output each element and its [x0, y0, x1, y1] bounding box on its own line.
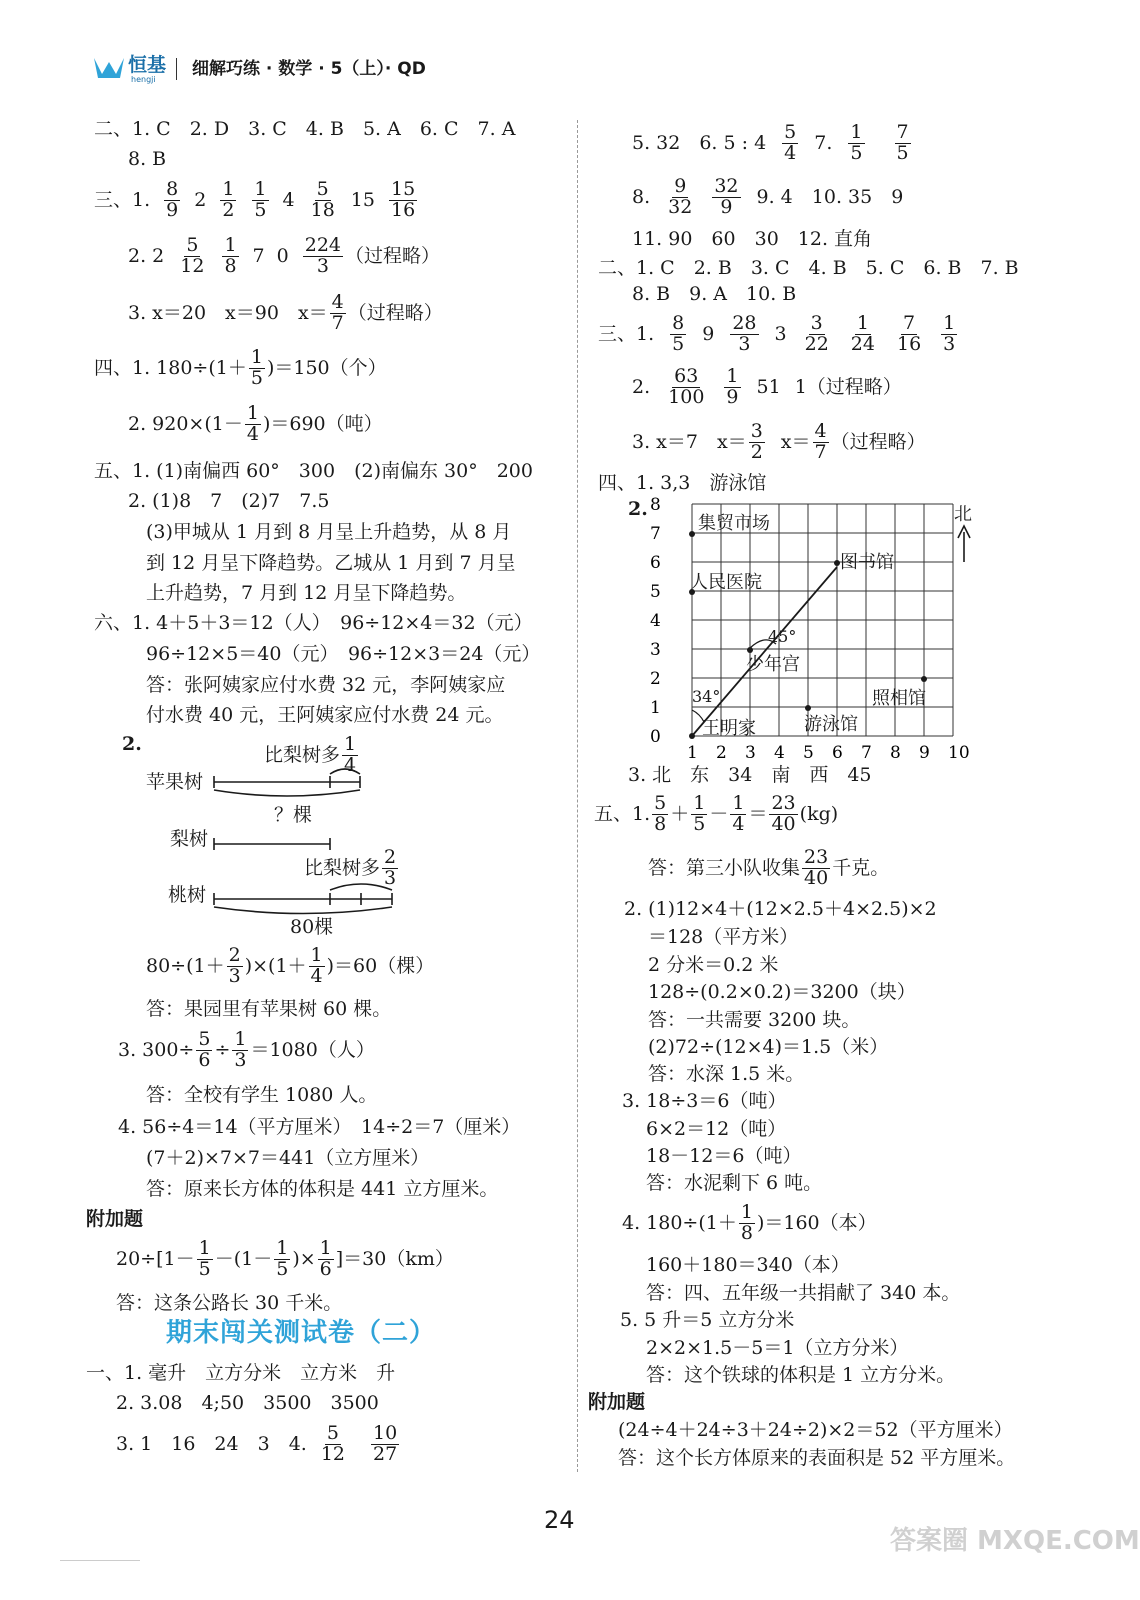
answer-line: 答：水泥剩下 6 吨。 [646, 1172, 823, 1194]
point-market [689, 531, 695, 537]
brand-sub: hengji [131, 75, 156, 84]
item-text: )＝690（吨） [262, 412, 383, 435]
value: 7 [252, 244, 265, 267]
fraction: $\frac{1}{24}$ [850, 312, 875, 355]
answer-line: 4. 56÷4＝14（平方厘米） 14÷2＝7（厘米） [118, 1116, 521, 1138]
answer-line: 六、1. 4＋5＋3＝12（人） 96÷12×4＝32（元） [94, 612, 533, 634]
diagram-question: ？棵 [274, 804, 313, 826]
fraction: $\frac{1}{2}$ [222, 178, 235, 221]
item-label: 三、1. [94, 188, 151, 211]
answer-line: 96÷12×5＝40（元） 96÷12×3＝24（元） [146, 643, 541, 665]
fraction: $\frac{4}{7}$ [814, 420, 827, 463]
answer-line: 11. 90 60 30 12. 直角 [632, 228, 873, 250]
answer-line [594, 794, 838, 835]
answer-line: 答：全校有学生 1080 人。 [146, 1084, 378, 1106]
fraction: $\frac{1}{5}$ [198, 1237, 211, 1280]
answer-line: 2 分米＝0.2 米 [648, 954, 779, 976]
item-text: 20÷[1－ [116, 1247, 195, 1270]
bonus-heading: 附加题 [86, 1208, 144, 1230]
label-market: 集贸市场 [698, 513, 770, 534]
item-text: ÷ [214, 1038, 231, 1061]
diagram-peach: 桃树 [168, 884, 207, 906]
point-photo [921, 676, 927, 682]
label-pool: 游泳馆 [804, 714, 858, 735]
answer-line: 到 12 月呈下降趋势。乙城从 1 月到 7 月呈 [146, 552, 516, 574]
diagram-apple: 苹果树 [146, 771, 204, 793]
answer-line [632, 367, 902, 408]
answer-line: 8. B [128, 148, 167, 170]
item-text: 4. 180÷(1＋ [622, 1211, 737, 1234]
x-tick-label: 9 [919, 743, 930, 763]
y-tick-label: 7 [650, 524, 661, 544]
answer-line [94, 348, 387, 389]
grid-map [640, 496, 985, 766]
y-axis-ticks [650, 495, 661, 747]
answer-line: 2×2×1.5－5＝1（立方分米） [646, 1337, 909, 1359]
answer-line: 二、1. C 2. B 3. C 4. B 5. C 6. B 7. B [598, 257, 1019, 279]
item-label: 五、1. [594, 802, 651, 825]
answer-line: 二、1. C 2. D 3. C 4. B 5. A 6. C 7. A [94, 118, 516, 140]
label-34: 34° [692, 687, 721, 706]
answer-line [648, 848, 889, 889]
answer-line: 一、1. 毫升 立方分米 立方米 升 [86, 1362, 396, 1384]
answer-line: 答：这个长方体原来的表面积是 52 平方厘米。 [618, 1447, 1016, 1469]
fraction: $\frac{2}{3}$ [228, 944, 241, 987]
answer-line [622, 1203, 877, 1244]
x-tick-label: 6 [832, 743, 843, 763]
item-text: 3. x＝7 x＝ [632, 430, 747, 453]
label-wang: 王明家 [702, 718, 756, 739]
fraction: $\frac{1}{6}$ [319, 1237, 332, 1280]
fraction: $\frac{7}{5}$ [896, 121, 909, 164]
diagram-lines [210, 760, 410, 930]
fraction: $\frac{1}{5}$ [276, 1237, 289, 1280]
answer-line: 8. B 9. A 10. B [632, 283, 797, 305]
answer-line: 2. 3.08 4;50 3500 3500 [116, 1392, 379, 1414]
page-number: 24 [544, 1506, 575, 1534]
north-arrow-icon [958, 526, 970, 562]
unit: (kg) [799, 802, 839, 825]
item-label: 三、1. [598, 322, 655, 345]
operator: ＝ [748, 802, 768, 825]
fraction: $\frac{3}{2}$ [750, 420, 763, 463]
y-tick-label: 3 [650, 640, 661, 660]
fraction: $\frac{5}{18}$ [310, 178, 335, 221]
fraction: $\frac{5}{12}$ [320, 1422, 346, 1465]
note: （过程略） [345, 244, 441, 267]
x-tick-label: 1 [687, 743, 698, 763]
exam-title: 期末闯关测试卷（二） [166, 1318, 437, 1348]
answer-line [118, 1030, 375, 1071]
answer-line: 答：张阿姨家应付水费 32 元，李阿姨家应 [146, 674, 506, 696]
fraction: $\frac{10}{27}$ [373, 1422, 398, 1465]
item-label: 2. [632, 375, 651, 398]
x-tick-label: 8 [890, 743, 901, 763]
value: 15 [350, 188, 375, 211]
fraction: $\frac{1}{4}$ [246, 402, 259, 445]
fraction: $\frac{5}{12}$ [180, 234, 205, 277]
answer-line: 答：原来长方体的体积是 441 立方厘米。 [146, 1178, 499, 1200]
value: 51 [756, 375, 781, 398]
brand-logo-icon [92, 52, 126, 82]
fraction: $\frac{23}{40}$ [771, 792, 796, 835]
item-text: －(1－ [214, 1247, 273, 1270]
item-label: 2. [628, 498, 648, 520]
item-text: 3. 1 16 24 3 4. [116, 1432, 307, 1455]
item-text: ＝1080（人） [250, 1038, 375, 1061]
item-text: 80÷(1＋ [146, 954, 225, 977]
fraction: $\frac{224}{3}$ [304, 234, 341, 277]
item-label: 8. [632, 185, 651, 208]
fraction: $\frac{63}{100}$ [668, 365, 705, 408]
fraction: $\frac{1}{4}$ [732, 792, 745, 835]
fraction: $\frac{1}{5}$ [850, 121, 863, 164]
fraction: $\frac{5}{4}$ [784, 121, 797, 164]
fraction: $\frac{4}{7}$ [331, 291, 344, 334]
fraction: $\frac{28}{3}$ [732, 312, 757, 355]
answer-line: (2)72÷(12×4)＝1.5（米） [648, 1036, 889, 1058]
y-tick-label: 4 [650, 611, 661, 631]
fraction: $\frac{2}{3}$ [384, 846, 397, 889]
x-tick-label: 10 [948, 743, 970, 763]
operator: ＋ [670, 802, 690, 825]
label-45: 45° [768, 627, 797, 646]
fraction: $\frac{1}{8}$ [740, 1201, 753, 1244]
item-text: 3. x＝20 x＝90 x＝ [128, 301, 328, 324]
label-library: 图书馆 [840, 552, 894, 573]
fraction: $\frac{1}{5}$ [250, 346, 263, 389]
fraction: $\frac{1}{8}$ [224, 234, 237, 277]
operator: － [709, 802, 729, 825]
y-tick-label: 2 [650, 669, 661, 689]
answer-line [128, 404, 383, 445]
fraction: $\frac{8}{9}$ [166, 178, 179, 221]
fraction: $\frac{32}{9}$ [714, 175, 739, 218]
item-text: )＝150（个） [266, 356, 387, 379]
fraction: $\frac{3}{22}$ [804, 312, 829, 355]
y-tick-label: 6 [650, 553, 661, 573]
answer-line: 2. (1)8 7 (2)7 7.5 [128, 490, 330, 512]
fraction: $\frac{7}{16}$ [896, 312, 922, 355]
fraction: $\frac{1}{3}$ [943, 312, 956, 355]
item-label: 2. 2 [128, 244, 165, 267]
x-tick-label: 7 [861, 743, 872, 763]
watermark: 答案圈 MXQE.COM [890, 1526, 1140, 1556]
answer-line: 答：水深 1.5 米。 [648, 1063, 805, 1085]
header-divider [176, 58, 177, 80]
x-tick-label: 4 [774, 743, 785, 763]
answer-line: 四、1. 3,3 游泳馆 [598, 472, 767, 494]
fraction: $\frac{1}{4}$ [310, 944, 323, 987]
fraction: $\frac{1}{4}$ [344, 733, 357, 776]
answer-line [116, 1239, 454, 1280]
answer-line: 答：一共需要 3200 块。 [648, 1009, 861, 1031]
item-text: 2. 920×(1－ [128, 412, 243, 435]
answer-line [94, 180, 419, 221]
y-tick-label: 8 [650, 495, 661, 515]
answer-line: 18－12＝6（吨） [646, 1145, 802, 1167]
answer-line: 付水费 40 元，王阿姨家应付水费 24 元。 [146, 704, 504, 726]
fraction: $\frac{5}{8}$ [654, 792, 667, 835]
item-text: x＝ [780, 430, 811, 453]
answer-line: (7＋2)×7×7＝441（立方厘米） [146, 1147, 430, 1169]
answer-line: (24÷4＋24÷3＋24÷2)×2＝52（平方厘米） [618, 1419, 1013, 1441]
answer-line: 6×2＝12（吨） [646, 1118, 787, 1140]
answer-line: 2. (1)12×4＋(12×2.5＋4×2.5)×2 [624, 898, 937, 920]
item-label: 2. [122, 733, 142, 755]
fraction: $\frac{1}{9}$ [726, 365, 739, 408]
value: 4 [282, 188, 295, 211]
north-label: 北 [954, 504, 972, 525]
brand-name: 恒基 [128, 54, 167, 76]
item-text: 5. 32 6. 5 : 4 [632, 131, 767, 154]
diagram-total: 80棵 [290, 916, 334, 938]
item-text: ]＝30（km） [335, 1247, 454, 1270]
item-text: 9. 4 10. 35 9 [756, 185, 904, 208]
column-divider [577, 120, 578, 1472]
answer-line: 答：这个铁球的体积是 1 立方分米。 [646, 1364, 956, 1386]
item-text: )＝160（本） [756, 1211, 877, 1234]
diagram-pear: 梨树 [170, 828, 209, 850]
value: 0 [276, 244, 289, 267]
x-tick-label: 2 [716, 743, 727, 763]
answer-line [598, 314, 959, 355]
answer-line: 答：四、五年级一共捐献了 340 本。 [646, 1282, 961, 1304]
y-tick-label: 1 [650, 698, 661, 718]
answer-line: ＝128（平方米） [648, 926, 799, 948]
x-tick-label: 3 [745, 743, 756, 763]
answer-line [632, 422, 926, 463]
x-tick-label: 5 [803, 743, 814, 763]
point-wang [689, 733, 695, 739]
label-youth: 少年宫 [746, 654, 800, 675]
answer-line: 答：果园里有苹果树 60 棵。 [146, 998, 392, 1020]
point-youth [747, 647, 753, 653]
answer-line [632, 123, 913, 164]
y-tick-label: 5 [650, 582, 661, 602]
answer-line: 160＋180＝340（本） [646, 1254, 850, 1276]
fraction: $\frac{1}{3}$ [234, 1028, 247, 1071]
fraction: $\frac{8}{5}$ [672, 312, 685, 355]
note: （过程略） [347, 301, 443, 324]
answer-line [128, 236, 440, 277]
fraction: $\frac{5}{6}$ [198, 1028, 211, 1071]
answer-line [116, 1424, 401, 1465]
point-pool [805, 705, 811, 711]
answer-line [128, 293, 443, 334]
answer-line: 3. 18÷3＝6（吨） [622, 1090, 787, 1112]
diagram-label-text: 比梨树多 [264, 743, 341, 766]
value: 2 [194, 188, 207, 211]
bonus-heading: 附加题 [588, 1391, 646, 1413]
label-hospital: 人民医院 [690, 572, 762, 593]
header-title: 细解巧练 · 数学 · 5（上）· QD [192, 59, 426, 79]
x-axis-ticks [687, 743, 970, 763]
fraction: $\frac{1}{5}$ [693, 792, 706, 835]
item-text: （过程略） [830, 430, 926, 453]
answer-line: 五、1. (1)南偏西 60° 300 (2)南偏东 30° 200 [94, 460, 533, 482]
answer-line: 128÷(0.2×0.2)＝3200（块） [648, 981, 916, 1003]
fraction: $\frac{15}{16}$ [390, 178, 416, 221]
answer-line: 5. 5 升＝5 立方分米 [620, 1309, 795, 1331]
fraction: $\frac{1}{5}$ [254, 178, 267, 221]
diagram-label-text: 比梨树多 [304, 856, 381, 879]
item-text: 千克。 [832, 856, 890, 879]
value: 3 [774, 322, 787, 345]
item-text: 1（过程略） [794, 375, 902, 398]
item-text: )×(1＋ [244, 954, 307, 977]
item-text: )× [292, 1247, 316, 1270]
answer-line [146, 946, 434, 987]
answer-line: 上升趋势，7 月到 12 月呈下降趋势。 [146, 582, 467, 604]
item-text: 答：第三小队收集 [648, 856, 801, 879]
answer-line [632, 177, 903, 218]
value: 9 [702, 322, 715, 345]
y-tick-label: 0 [650, 727, 661, 747]
answer-line: 3. 北 东 34 南 西 45 [628, 764, 872, 786]
footer-rule [60, 1560, 140, 1561]
fraction: $\frac{23}{40}$ [804, 846, 829, 889]
item-text: 四、1. 180÷(1＋ [94, 356, 247, 379]
item-text: )＝60（棵） [326, 954, 435, 977]
fraction: $\frac{9}{32}$ [668, 175, 693, 218]
answer-line: 答：这条公路长 30 千米。 [116, 1292, 343, 1314]
item-label: 7. [814, 131, 833, 154]
answer-line: (3)甲城从 1 月到 8 月呈上升趋势，从 8 月 [146, 521, 512, 543]
label-photo: 照相馆 [872, 688, 926, 709]
item-text: 3. 300÷ [118, 1038, 195, 1061]
